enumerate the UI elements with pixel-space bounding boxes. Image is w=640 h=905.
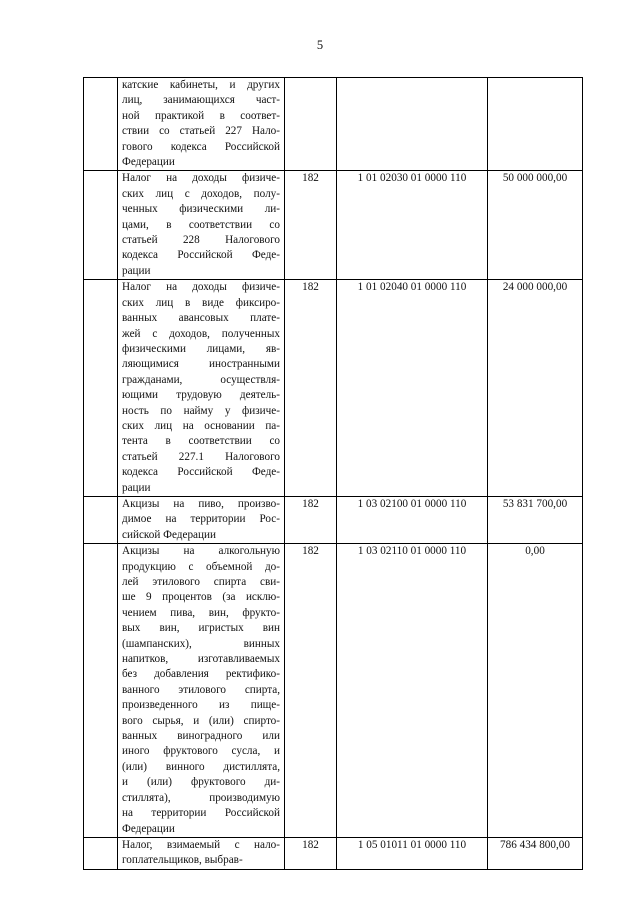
income-name-line: гоплательщиков, выбрав- bbox=[122, 854, 243, 867]
income-name-line: гражданами, осуществля- bbox=[122, 373, 280, 386]
table-row bbox=[84, 280, 583, 497]
income-name-line: ность по найму у физиче- bbox=[122, 404, 280, 417]
income-name-line: ше 9 процентов (за исклю- bbox=[122, 591, 280, 604]
income-name-line: вого сырья, и (или) спирто- bbox=[122, 714, 280, 727]
row-number-cell bbox=[84, 280, 118, 497]
income-name-line: ских лиц с доходов, полу- bbox=[122, 187, 280, 200]
income-name-line: стиллята), производимую bbox=[122, 791, 280, 804]
row-number-cell bbox=[84, 171, 118, 280]
income-name-line: Налог на доходы физиче- bbox=[122, 172, 280, 185]
income-name-line: чением пива, вин, фрукто- bbox=[122, 606, 280, 619]
budget-classification-code-cell: 1 03 02110 01 0000 110 bbox=[337, 544, 488, 838]
income-name-line: лей этилового спирта сви- bbox=[122, 576, 280, 588]
table-row bbox=[84, 78, 583, 171]
revenue-table bbox=[83, 77, 583, 870]
income-name-line: напитков, изготавливаемых bbox=[122, 653, 280, 666]
row-number-cell bbox=[84, 496, 118, 543]
income-name-line: димое на территории Рос- bbox=[122, 513, 280, 526]
income-name-line: лиц, занимающихся част- bbox=[122, 94, 280, 107]
income-name-line: тента в соответствии со bbox=[122, 435, 280, 448]
income-name-line: катские кабинеты, и других bbox=[122, 79, 280, 91]
income-name-line: на территории Российской bbox=[122, 807, 280, 820]
income-name-line: кодекса Российской Феде- bbox=[122, 466, 280, 479]
income-name-cell bbox=[118, 496, 285, 543]
amount-cell: 50 000 000,00 bbox=[488, 171, 583, 280]
administrator-code-cell: 182 bbox=[285, 496, 337, 543]
income-name-line: цами, в соответствии со bbox=[122, 218, 280, 231]
budget-classification-code-cell bbox=[337, 78, 488, 171]
table-row bbox=[84, 171, 583, 280]
table-row bbox=[84, 544, 583, 838]
income-name-line: сийской Федерации bbox=[122, 528, 216, 541]
income-name-line: ских лиц в виде фиксиро- bbox=[122, 296, 280, 309]
income-name-line: ванных авансовых плате- bbox=[122, 312, 280, 325]
income-name-cell bbox=[118, 280, 285, 497]
income-name-line: ванного этилового спирта, bbox=[122, 683, 280, 696]
income-name-line: ванных виноградного или bbox=[122, 730, 280, 743]
income-name-line: жей с доходов, полученных bbox=[122, 327, 280, 340]
income-name-cell bbox=[118, 837, 285, 869]
income-name-line: ляющимися иностранными bbox=[122, 358, 280, 371]
income-name-line: кодекса Российской Феде- bbox=[122, 249, 280, 262]
income-name-line: Налог на доходы физиче- bbox=[122, 281, 280, 294]
row-number-cell bbox=[84, 544, 118, 838]
income-name-line: рации bbox=[122, 264, 151, 277]
administrator-code-cell: 182 bbox=[285, 171, 337, 280]
amount-cell: 786 434 800,00 bbox=[488, 837, 583, 869]
income-name-line: ствии со статьей 227 Нало- bbox=[122, 125, 280, 138]
page-number: 5 bbox=[316, 38, 324, 52]
table-row bbox=[84, 837, 583, 869]
income-name-line: произведенного из пище- bbox=[122, 699, 280, 712]
income-name-line: рации bbox=[122, 481, 151, 494]
administrator-code-cell: 182 bbox=[285, 837, 337, 869]
income-name-line: без добавления ректифико- bbox=[122, 668, 280, 681]
row-number-cell bbox=[84, 78, 118, 171]
revenue-table-body bbox=[84, 78, 583, 870]
budget-classification-code-cell: 1 01 02030 01 0000 110 bbox=[337, 171, 488, 280]
row-number-cell bbox=[84, 837, 118, 869]
amount-cell: 24 000 000,00 bbox=[488, 280, 583, 497]
income-name-line: статьей 227.1 Налогового bbox=[122, 450, 280, 463]
income-name-line: (шампанских), винных bbox=[122, 637, 280, 650]
income-name-line: статьей 228 Налогового bbox=[122, 234, 280, 247]
income-name-cell bbox=[118, 171, 285, 280]
amount-cell: 53 831 700,00 bbox=[488, 496, 583, 543]
income-name-line: ских лиц на основании па- bbox=[122, 419, 280, 432]
administrator-code-cell bbox=[285, 78, 337, 171]
income-name-cell bbox=[118, 544, 285, 838]
amount-cell: 0,00 bbox=[488, 544, 583, 838]
income-name-line: и (или) фруктового ди- bbox=[122, 776, 280, 789]
income-name-line: ченных физическими ли- bbox=[122, 203, 280, 216]
amount-cell bbox=[488, 78, 583, 171]
budget-classification-code-cell: 1 03 02100 01 0000 110 bbox=[337, 496, 488, 543]
income-name-line: иного фруктового сусла, и bbox=[122, 745, 280, 758]
income-name-line: Акцизы на пиво, произво- bbox=[122, 497, 280, 510]
table-row bbox=[84, 496, 583, 543]
income-name-line: гового кодекса Российской bbox=[122, 140, 280, 153]
administrator-code-cell: 182 bbox=[285, 544, 337, 838]
budget-classification-code-cell: 1 05 01011 01 0000 110 bbox=[337, 837, 488, 869]
budget-classification-code-cell: 1 01 02040 01 0000 110 bbox=[337, 280, 488, 497]
income-name-line: Федерации bbox=[122, 822, 175, 835]
income-name-cell bbox=[118, 78, 285, 171]
income-name-line: продукцию с объемной до- bbox=[122, 560, 280, 573]
income-name-line: Акцизы на алкогольную bbox=[122, 545, 280, 558]
income-name-line: Федерации bbox=[122, 156, 175, 169]
income-name-line: ной практикой в соответ- bbox=[122, 109, 280, 122]
income-name-line: ющими трудовую деятель- bbox=[122, 389, 280, 402]
income-name-line: (или) винного дистиллята, bbox=[122, 760, 280, 773]
income-name-line: Налог, взимаемый с нало- bbox=[122, 838, 280, 851]
income-name-line: физическими лицами, яв- bbox=[122, 342, 280, 355]
administrator-code-cell: 182 bbox=[285, 280, 337, 497]
income-name-line: вых вин, игристых вин bbox=[122, 622, 280, 635]
